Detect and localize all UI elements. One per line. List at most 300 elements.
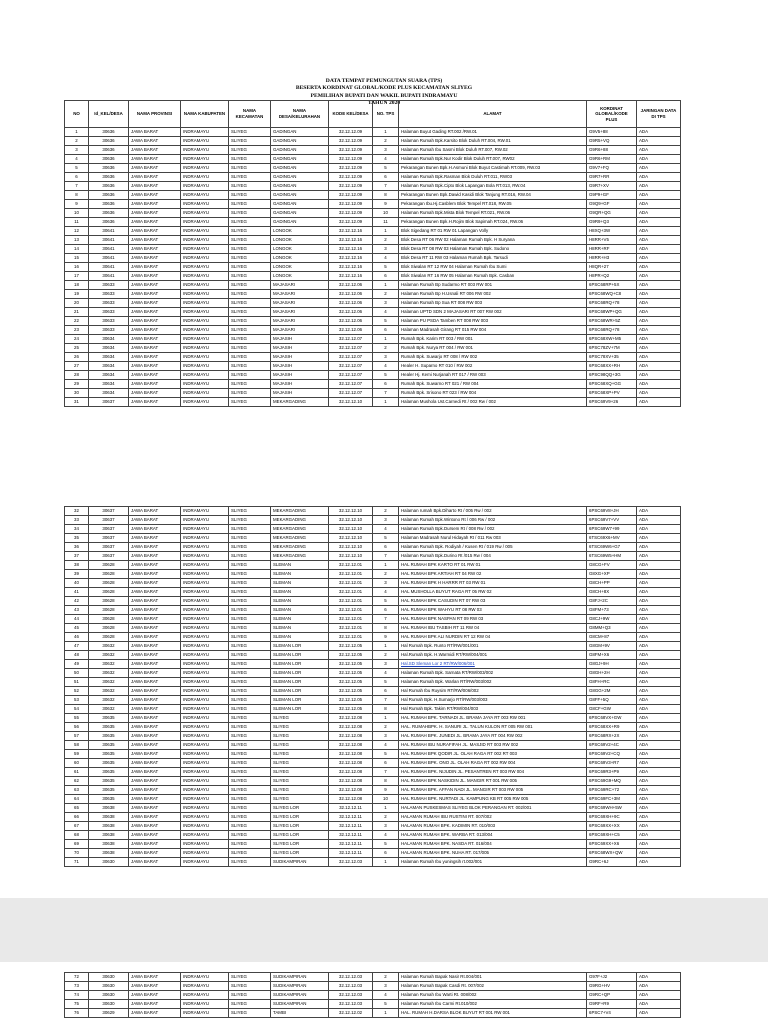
- col-nama-provinsi: JAWA BARAT: [129, 326, 181, 335]
- col-alamat: Halaman Rumah Bpk.Nur Kodir Blok Duluh RT.007, RW02: [399, 155, 587, 164]
- col-alamat: HAL RUMAH BPK. AFFAN NADI JL. MANGIR RT 003 RW 005: [399, 786, 587, 795]
- col-nama-provinsi: JAWA BARAT: [129, 840, 181, 849]
- col-nama-kabupaten: INDRAMAYU: [181, 245, 229, 254]
- col-no-tps: 5: [373, 840, 399, 849]
- col-nama-kecamatan: SLIYEG: [229, 777, 271, 786]
- col-nama-kabupaten: INDRAMAYU: [181, 732, 229, 741]
- col-no-tps: 8: [373, 191, 399, 200]
- col-nama-desa: SUDIKAMPIRAN: [271, 858, 329, 867]
- col-nama-provinsi: JAWA BARAT: [129, 777, 181, 786]
- col-nama-kecamatan: SLIYEG: [229, 768, 271, 777]
- col-jaringan: ADA: [637, 209, 681, 218]
- col-id-kel-desa: 30633: [89, 317, 129, 326]
- col-id-kel-desa: 30637: [89, 525, 129, 534]
- col-id-kel-desa: 30635: [89, 786, 129, 795]
- col-kode-kel-desa: 32.12.12.07: [329, 335, 373, 344]
- col-no-tps: 5: [373, 750, 399, 759]
- col-jaringan: ADA: [637, 254, 681, 263]
- col-id-kel-desa: 30635: [89, 732, 129, 741]
- col-no: 10: [65, 209, 89, 218]
- col-id-kel-desa: 30630: [89, 858, 129, 867]
- col-nama-kabupaten: INDRAMAYU: [181, 759, 229, 768]
- col-no: 33: [65, 516, 89, 525]
- col-kode-kel-desa: 32.12.12.11: [329, 804, 373, 813]
- col-kordinat: G9RF+R9: [587, 1000, 637, 1009]
- table-row: [65, 299, 681, 308]
- table-row: [65, 173, 681, 182]
- col-no-tps: 4: [373, 669, 399, 678]
- col-kode-kel-desa: 32.12.12.06: [329, 326, 373, 335]
- col-jaringan: ADA: [637, 146, 681, 155]
- col-nama-desa: SLEMAN LOR: [271, 660, 329, 669]
- col-kode-kel-desa: 32.12.12.03: [329, 1000, 373, 1009]
- col-nama-desa: SLIYEG: [271, 714, 329, 723]
- col-id-kel-desa: 30635: [89, 714, 129, 723]
- col-nama-kabupaten: INDRAMAYU: [181, 786, 229, 795]
- col-no-tps: 6: [373, 759, 399, 768]
- col-id-kel-desa: 30637: [89, 543, 129, 552]
- table-body-part-2: [65, 507, 681, 867]
- col-alamat: Halaman Rumah Bpk.Karsito Blok Duluh RT.004, RW.01: [399, 137, 587, 146]
- col-nama-desa: SLIYEG: [271, 723, 329, 732]
- col-kordinat: 6PSC69V2+CQ: [587, 750, 637, 759]
- col-nama-desa: SLIYEG LOR: [271, 813, 329, 822]
- col-no-tps: 1: [373, 642, 399, 651]
- col-nama-kabupaten: INDRAMAYU: [181, 714, 229, 723]
- col-no: 28: [65, 371, 89, 380]
- col-kode-kel-desa: 32.12.12.16: [329, 263, 373, 272]
- col-jaringan: ADA: [637, 263, 681, 272]
- col-jaringan: ADA: [637, 570, 681, 579]
- table-row: [65, 633, 681, 642]
- col-kordinat: G8FH+RC: [587, 678, 637, 687]
- col-nama-provinsi: JAWA BARAT: [129, 849, 181, 858]
- col-kode-kel-desa: 32.12.12.01: [329, 633, 373, 642]
- col-no: 75: [65, 1000, 89, 1009]
- col-no: 74: [65, 991, 89, 1000]
- col-nama-kabupaten: INDRAMAYU: [181, 209, 229, 218]
- col-nama-desa: TAMBI: [271, 1009, 329, 1018]
- table-row: [65, 236, 681, 245]
- col-no-tps: 3: [373, 245, 399, 254]
- col-nama-kabupaten: INDRAMAYU: [181, 299, 229, 308]
- col-alamat: HAL RUMAH IBU TASBIH RT 11 RW 04: [399, 624, 587, 633]
- col-nama-provinsi: JAWA BARAT: [129, 543, 181, 552]
- col-kode-kel-desa: 32.12.12.08: [329, 759, 373, 768]
- col-id-kel-desa: 30635: [89, 795, 129, 804]
- col-nama-kecamatan: SLIYEG: [229, 362, 271, 371]
- col-alamat: Hal.Rumah Bpk. H.Warmidi RT/RW/004/001: [399, 651, 587, 660]
- col-kordinat: 6PSC69XX+X6: [587, 840, 637, 849]
- col-no-tps: 10: [373, 795, 399, 804]
- address-link[interactable]: Hal.SD Sleman Lor 2 RT/RW/006/001: [401, 661, 475, 666]
- col-alamat: HALAMAN PUSKESMAS SLIYEG BLOK PERANGAN RT. 002/001: [399, 804, 587, 813]
- col-nama-provinsi: JAWA BARAT: [129, 759, 181, 768]
- col-id-kel-desa: 30628: [89, 588, 129, 597]
- col-no-tps: 6: [373, 173, 399, 182]
- col-nama-kabupaten: INDRAMAYU: [181, 371, 229, 380]
- col-alamat: Halaman UPTD SDN 2 MAJASARI RT 007 RW 002: [399, 308, 587, 317]
- col-jaringan: ADA: [637, 579, 681, 588]
- col-nama-provinsi: JAWA BARAT: [129, 146, 181, 155]
- col-kode-kel-desa: 32.12.12.05: [329, 678, 373, 687]
- col-kordinat: G9RC+QP: [587, 991, 637, 1000]
- col-kode-kel-desa: 32.12.12.16: [329, 236, 373, 245]
- col-alamat: Pekarangan Ibu.Hj.Casblem Blok Tempel RT.018, RW.05: [399, 200, 587, 209]
- col-nama-kabupaten: INDRAMAYU: [181, 380, 229, 389]
- col-no: 20: [65, 299, 89, 308]
- col-nama-kabupaten: INDRAMAYU: [181, 182, 229, 191]
- col-nama-kabupaten: INDRAMAYU: [181, 750, 229, 759]
- col-nama-provinsi: JAWA BARAT: [129, 732, 181, 741]
- col-nama-desa: GADINGAN: [271, 218, 329, 227]
- col-kode-kel-desa: 32.12.12.05: [329, 687, 373, 696]
- col-jaringan: ADA: [637, 768, 681, 777]
- col-nama-desa: MAJASIH: [271, 380, 329, 389]
- col-no: 22: [65, 317, 89, 326]
- col-no: 15: [65, 254, 89, 263]
- table-row: [65, 516, 681, 525]
- col-kordinat: G9Q9+GF: [587, 200, 637, 209]
- col-nama-kecamatan: SLIYEG: [229, 543, 271, 552]
- col-jaringan: ADA: [637, 982, 681, 991]
- col-nama-kabupaten: INDRAMAYU: [181, 353, 229, 362]
- col-nama-desa: SLEMAN: [271, 561, 329, 570]
- col-alamat: HAL RUMAH BPK NASPAN RT 09 RW 03: [399, 615, 587, 624]
- col-nama-desa: SLEMAN LOR: [271, 669, 329, 678]
- table-row: [65, 164, 681, 173]
- col-no-tps: 6: [373, 543, 399, 552]
- col-kode-kel-desa: 32.12.12.03: [329, 973, 373, 982]
- col-kode-kel-desa: 32.12.12.06: [329, 281, 373, 290]
- col-no-tps: 6: [373, 272, 399, 281]
- col-nama-kecamatan: SLIYEG: [229, 759, 271, 768]
- col-nama-kabupaten: INDRAMAYU: [181, 642, 229, 651]
- table-row: [65, 570, 681, 579]
- col-id-kel-desa: 30633: [89, 290, 129, 299]
- col-nama-kecamatan: SLIYEG: [229, 588, 271, 597]
- col-no: 1: [65, 128, 89, 137]
- col-jaringan: ADA: [637, 128, 681, 137]
- col-id-kel-desa: 30633: [89, 326, 129, 335]
- table-row: [65, 191, 681, 200]
- col-nama-kecamatan: SLIYEG: [229, 398, 271, 407]
- col-nama-kabupaten: INDRAMAYU: [181, 389, 229, 398]
- col-kordinat: 6PSC68RP+5X: [587, 281, 637, 290]
- col-nama-desa: SLEMAN: [271, 597, 329, 606]
- table-row: [65, 137, 681, 146]
- col-no: 32: [65, 507, 89, 516]
- col-no: 30: [65, 389, 89, 398]
- col-kode-kel-desa: 32.12.12.09: [329, 146, 373, 155]
- col-no-tps: 7: [373, 615, 399, 624]
- table-row: [65, 732, 681, 741]
- col-nama-kecamatan: SLIYEG: [229, 973, 271, 982]
- col-id-kel-desa: 30635: [89, 768, 129, 777]
- col-alamat: Halaman Rumah Bpk. Warlan RT/RW/003/002: [399, 678, 587, 687]
- col-kode-kel-desa: 32.12.12.08: [329, 795, 373, 804]
- col-nama-provinsi: JAWA BARAT: [129, 606, 181, 615]
- col-id-kel-desa: 30632: [89, 687, 129, 696]
- col-kode-kel-desa: 32.12.12.01: [329, 624, 373, 633]
- col-no: 43: [65, 606, 89, 615]
- col-nama-kecamatan: SLIYEG: [229, 705, 271, 714]
- col-alamat: HAL RUMAH BPK. JUNEDI JL. BRAMA JAYA RT 004 RW 002: [399, 732, 587, 741]
- col-no: 54: [65, 705, 89, 714]
- col-id-kel-desa: 30637: [89, 507, 129, 516]
- col-kode-kel-desa: 32.12.12.11: [329, 849, 373, 858]
- col-nama-provinsi: JAWA BARAT: [129, 687, 181, 696]
- table-row: [65, 344, 681, 353]
- title-line-1: DATA TEMPAT PEMUNGUTAN SUARA (TPS): [325, 78, 443, 84]
- col-nama-desa: MAJASIH: [271, 371, 329, 380]
- col-no: 3: [65, 146, 89, 155]
- col-nama-kabupaten: INDRAMAYU: [181, 579, 229, 588]
- col-nama-kecamatan: SLIYEG: [229, 173, 271, 182]
- col-no: 4: [65, 155, 89, 164]
- col-nama-kecamatan: SLIYEG: [229, 570, 271, 579]
- col-kode-kel-desa: 32.12.12.01: [329, 606, 373, 615]
- table-row: [65, 155, 681, 164]
- col-jaringan: ADA: [637, 723, 681, 732]
- col-kordinat: 6PSC69RC+72: [587, 786, 637, 795]
- col-no: 37: [65, 552, 89, 561]
- col-no: 27: [65, 362, 89, 371]
- col-jaringan: ADA: [637, 507, 681, 516]
- col-nama-desa: GADINGAN: [271, 164, 329, 173]
- col-alamat: Halaman Rumah Bp Sudarmo RT 003 RW 001: [399, 281, 587, 290]
- col-kode-kel-desa: 32.12.12.10: [329, 516, 373, 525]
- col-nama-desa: SLIYEG LOR: [271, 831, 329, 840]
- col-nama-provinsi: JAWA BARAT: [129, 272, 181, 281]
- col-kordinat: G9V5+88: [587, 128, 637, 137]
- col-jaringan: ADA: [637, 281, 681, 290]
- col-nama-desa-header: NAMA DESA/KELURAHAN: [271, 101, 329, 128]
- table-row: [65, 525, 681, 534]
- col-nama-kecamatan: SLIYEG: [229, 642, 271, 651]
- col-kode-kel-desa: 32.12.12.16: [329, 227, 373, 236]
- col-no: 50: [65, 669, 89, 678]
- col-kode-kel-desa: 32.12.12.08: [329, 741, 373, 750]
- col-no-tps: 7: [373, 768, 399, 777]
- col-nama-desa: MEKARGADING: [271, 516, 329, 525]
- col-nama-provinsi: JAWA BARAT: [129, 768, 181, 777]
- col-nama-kabupaten: INDRAMAYU: [181, 398, 229, 407]
- col-no: 17: [65, 272, 89, 281]
- table-row: [65, 858, 681, 867]
- col-nama-kecamatan: SLIYEG: [229, 308, 271, 317]
- col-jaringan: ADA: [637, 849, 681, 858]
- col-nama-provinsi: JAWA BARAT: [129, 290, 181, 299]
- col-nama-kecamatan: SLIYEG: [229, 507, 271, 516]
- col-nama-kabupaten: INDRAMAYU: [181, 362, 229, 371]
- col-kordinat: H8XQ+3W: [587, 227, 637, 236]
- col-nama-kabupaten: INDRAMAYU: [181, 552, 229, 561]
- table-row: [65, 552, 681, 561]
- col-alamat: Healer H. Suparno RT 010 / RW 002: [399, 362, 587, 371]
- col-nama-kabupaten: INDRAMAYU: [181, 768, 229, 777]
- col-alamat: Halaman Rumah Bpk.Mista Blok Tempel RT.021, RW.06: [399, 209, 587, 218]
- col-id-kel-desa: 30628: [89, 633, 129, 642]
- table-row: [65, 371, 681, 380]
- col-kordinat: G8GM+9V: [587, 642, 637, 651]
- col-id-kel-desa: 30637: [89, 516, 129, 525]
- col-id-kel-desa: 30635: [89, 759, 129, 768]
- col-nama-kabupaten: INDRAMAYU: [181, 516, 229, 525]
- col-nama-kabupaten: INDRAMAYU: [181, 570, 229, 579]
- col-nama-kecamatan: SLIYEG: [229, 849, 271, 858]
- col-kordinat: G9R6+RM: [587, 155, 637, 164]
- col-kordinat: 6PSC69V9+26: [587, 398, 637, 407]
- col-nama-kabupaten: INDRAMAYU: [181, 973, 229, 982]
- col-jaringan: ADA: [637, 335, 681, 344]
- col-kordinat: G9R6+88: [587, 146, 637, 155]
- col-jaringan: ADA: [637, 991, 681, 1000]
- col-nama-kecamatan: SLIYEG: [229, 732, 271, 741]
- table-row: [65, 335, 681, 344]
- col-nama-kabupaten: INDRAMAYU: [181, 804, 229, 813]
- col-id-kel-desa: 30641: [89, 227, 129, 236]
- col-jaringan: ADA: [637, 678, 681, 687]
- col-alamat: Halaman Rumah Bpk.Dursem Rt / 008 Rw / 002: [399, 525, 587, 534]
- col-no: 9: [65, 200, 89, 209]
- col-id-kel-desa: 30638: [89, 813, 129, 822]
- table-row: [65, 768, 681, 777]
- col-kordinat: G8CH+PP: [587, 579, 637, 588]
- col-id-kel-desa: 30641: [89, 245, 129, 254]
- col-no-tps: 2: [373, 236, 399, 245]
- col-kode-kel-desa: 32.12.12.03: [329, 858, 373, 867]
- col-kode-kel-desa: 32.12.12.10: [329, 398, 373, 407]
- col-no-tps: 1: [373, 1009, 399, 1018]
- col-nama-desa: MEKARGADING: [271, 543, 329, 552]
- col-nama-kecamatan: SLIYEG: [229, 380, 271, 389]
- col-jaringan: ADA: [637, 182, 681, 191]
- col-kordinat: 6PSC69V8+JH: [587, 507, 637, 516]
- col-no-tps: 3: [373, 516, 399, 525]
- col-no-tps: 5: [373, 263, 399, 272]
- col-jaringan: ADA: [637, 227, 681, 236]
- col-nama-kabupaten: INDRAMAYU: [181, 137, 229, 146]
- col-id-kel-desa: 30636: [89, 200, 129, 209]
- document-page-1: [0, 0, 768, 462]
- col-no-tps: 4: [373, 362, 399, 371]
- col-jaringan: ADA: [637, 543, 681, 552]
- col-no-header: NO: [65, 101, 89, 128]
- col-no-tps: 2: [373, 137, 399, 146]
- col-no: 60: [65, 759, 89, 768]
- col-kode-kel-desa: 32.12.12.01: [329, 615, 373, 624]
- col-no: 67: [65, 822, 89, 831]
- col-no: 52: [65, 687, 89, 696]
- col-kordinat: H8RR+V5: [587, 236, 637, 245]
- col-alamat: HAL RUMAH BPK. ONO JL. OLAH RAGA RT 002 RW 004: [399, 759, 587, 768]
- col-no: 36: [65, 543, 89, 552]
- col-id-kel-desa: 30636: [89, 155, 129, 164]
- col-jaringan: ADA: [637, 344, 681, 353]
- col-nama-kecamatan: SLIYEG: [229, 200, 271, 209]
- col-kode-kel-desa: 32.12.12.08: [329, 750, 373, 759]
- col-nama-desa: GADINGAN: [271, 173, 329, 182]
- col-kode-kel-desa: 32.12.12.06: [329, 308, 373, 317]
- col-no: 55: [65, 714, 89, 723]
- col-nama-provinsi: JAWA BARAT: [129, 200, 181, 209]
- col-no: 8: [65, 191, 89, 200]
- col-nama-kabupaten: INDRAMAYU: [181, 982, 229, 991]
- col-alamat: Halaman Rumah Ibu Carmi Rt.010/002: [399, 1000, 587, 1009]
- table-row: [65, 588, 681, 597]
- col-no-tps: 1: [373, 281, 399, 290]
- col-kordinat: 6PSC69W7+99: [587, 525, 637, 534]
- col-alamat: HAL RUMAH BPK. NURTADI JL. KAMPUNG KB RT 005 RW 005: [399, 795, 587, 804]
- col-kordinat: G8CH+8X: [587, 588, 637, 597]
- col-kordinat: G8FJ+2C: [587, 597, 637, 606]
- col-alamat: Halaman Madrasah Nurul Hidayah Rt / 011 Rw 003: [399, 534, 587, 543]
- col-alamat: Pekarangan Bunen Bpk.Dawid Kasidi Blok Tanjung RT.016, RW.04: [399, 191, 587, 200]
- col-nama-kecamatan: SLIYEG: [229, 561, 271, 570]
- col-nama-desa: SLIYEG LOR: [271, 840, 329, 849]
- col-kode-kel-desa: 32.12.12.09: [329, 209, 373, 218]
- col-nama-provinsi: JAWA BARAT: [129, 263, 181, 272]
- col-nama-kabupaten: INDRAMAYU: [181, 633, 229, 642]
- col-nama-kabupaten: INDRAMAYU: [181, 173, 229, 182]
- col-no: 65: [65, 804, 89, 813]
- col-jaringan: ADA: [637, 750, 681, 759]
- col-nama-kecamatan: SLIYEG: [229, 335, 271, 344]
- tps-table-part-2: [64, 506, 681, 867]
- col-nama-kecamatan: SLIYEG: [229, 254, 271, 263]
- col-nama-kecamatan: SLIYEG: [229, 858, 271, 867]
- col-id-kel-desa: 30641: [89, 263, 129, 272]
- col-nama-kecamatan: SLIYEG: [229, 579, 271, 588]
- col-nama-desa: SLIYEG: [271, 786, 329, 795]
- col-no-tps: 1: [373, 128, 399, 137]
- table-row: [65, 687, 681, 696]
- col-nama-kabupaten: INDRAMAYU: [181, 624, 229, 633]
- col-no: 2: [65, 137, 89, 146]
- col-kordinat: 6PSC68RX+2X: [587, 732, 637, 741]
- col-kode-kel-desa: 32.12.12.10: [329, 525, 373, 534]
- col-id-kel-desa: 30629: [89, 1009, 129, 1018]
- col-id-kel-desa: 30632: [89, 696, 129, 705]
- col-jaringan: ADA: [637, 326, 681, 335]
- col-jaringan: ADA: [637, 173, 681, 182]
- col-nama-kabupaten: INDRAMAYU: [181, 543, 229, 552]
- table-row: [65, 1009, 681, 1018]
- col-no: 25: [65, 344, 89, 353]
- col-no: 6: [65, 173, 89, 182]
- col-no: 12: [65, 227, 89, 236]
- col-nama-kabupaten: INDRAMAYU: [181, 507, 229, 516]
- col-nama-provinsi: JAWA BARAT: [129, 750, 181, 759]
- col-no-tps: 6: [373, 687, 399, 696]
- title-line-2: BESERTA KORDINAT GLOBAL/KODE PLUS KECAMATAN SLIYEG: [295, 85, 473, 92]
- col-alamat: HALAMAN RUMAH IBU RUSTINI RT. 007/002: [399, 813, 587, 822]
- col-kode-kel-desa: 32.12.12.05: [329, 651, 373, 660]
- col-kordinat: G8CM+87: [587, 633, 637, 642]
- col-jaringan: ADA: [637, 561, 681, 570]
- col-alamat: HAL. RUMAHBPK. H. SANURI JL. TALUN KULON RT 005 RW 001: [399, 723, 587, 732]
- col-id-kel-desa: 30633: [89, 299, 129, 308]
- col-kordinat: 6PSC69WH+5W: [587, 804, 637, 813]
- table-row: [65, 660, 681, 669]
- col-nama-kecamatan: SLIYEG: [229, 146, 271, 155]
- col-jaringan: ADA: [637, 191, 681, 200]
- col-no: 7: [65, 182, 89, 191]
- col-kordinat: G9RG+HV: [587, 982, 637, 991]
- col-alamat: HAL RUMAH BPK NASKIDIN JL. MANGIR RT 001 RW 005: [399, 777, 587, 786]
- col-kordinat: 6PSC69XH+C5: [587, 831, 637, 840]
